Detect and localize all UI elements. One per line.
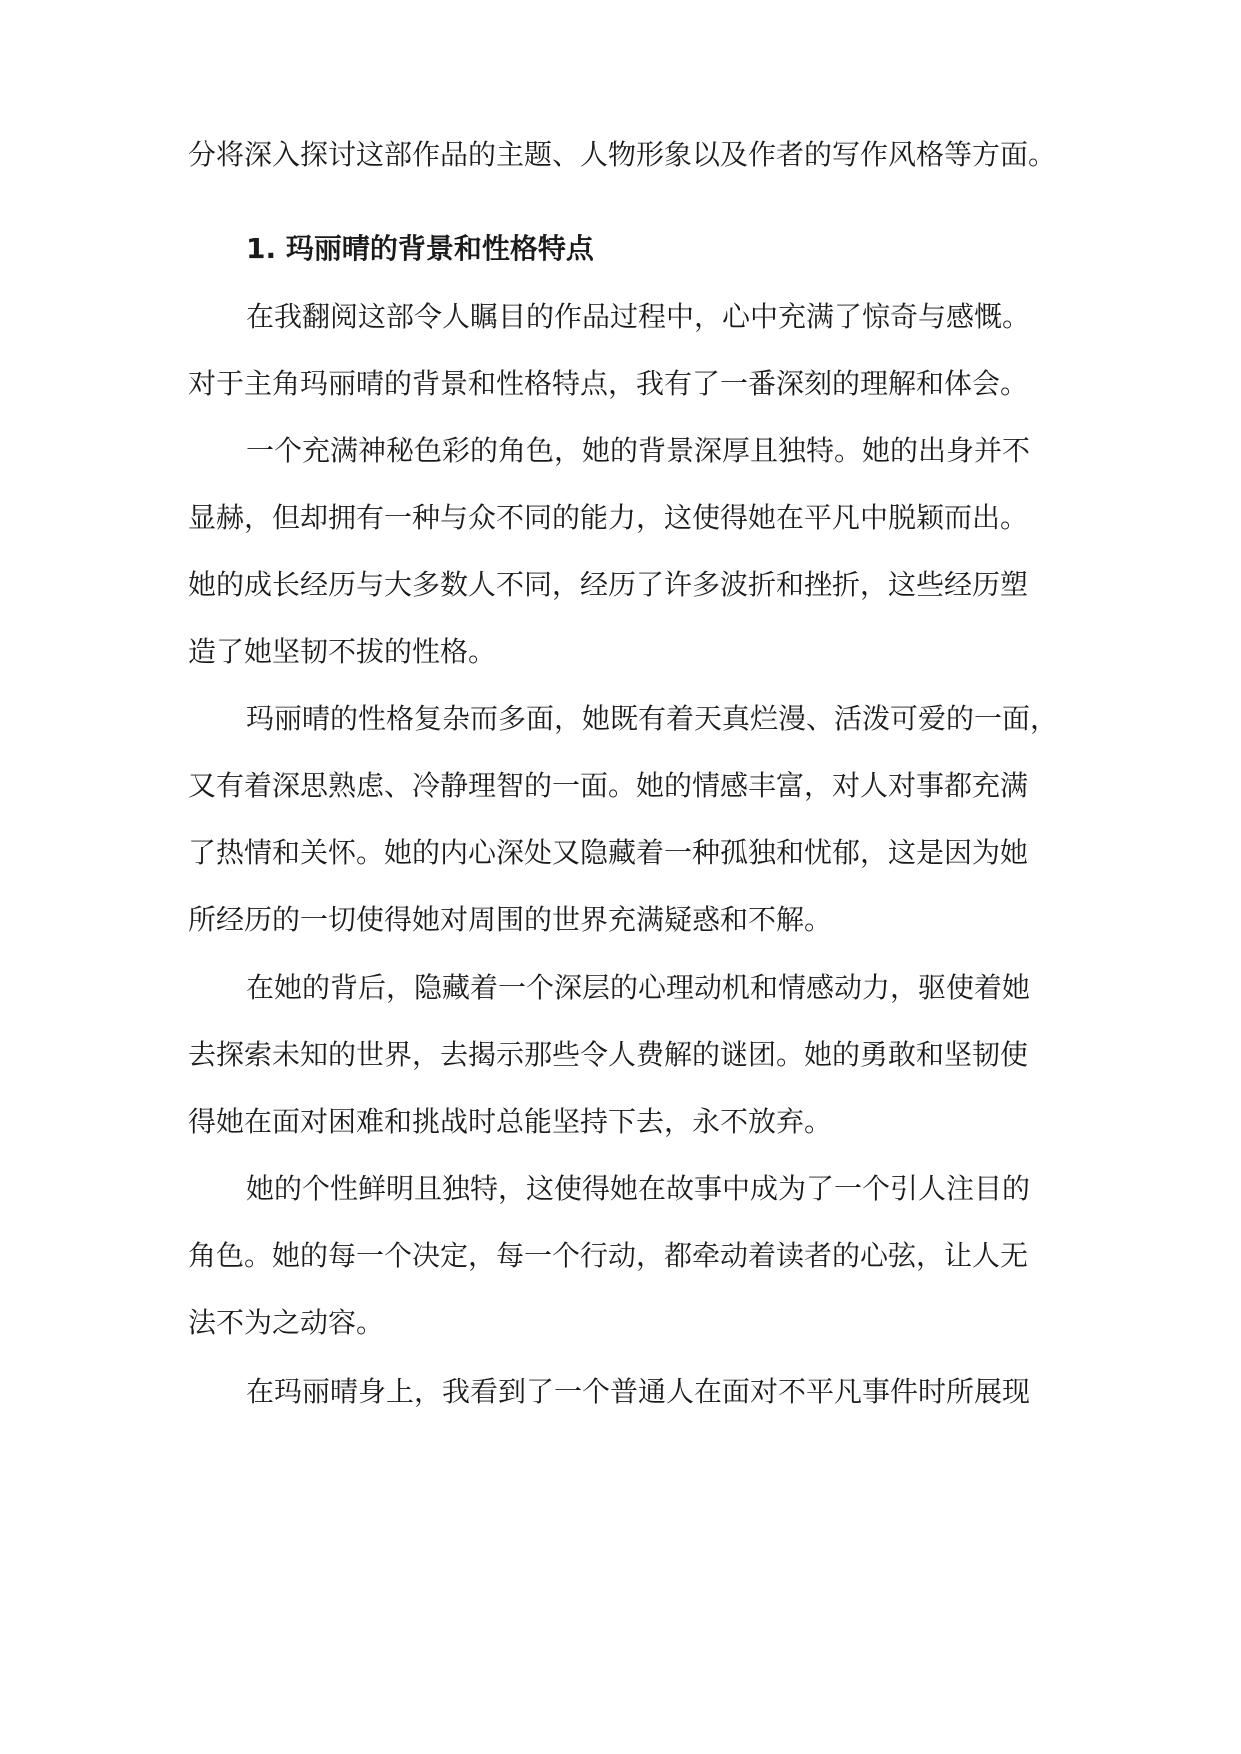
section-heading: 1. 玛丽晴的背景和性格特点 (246, 232, 594, 265)
paragraph-1-line-2: 对于主角玛丽晴的背景和性格特点，我有了一番深刻的理解和体会。 (188, 367, 1029, 400)
paragraph-2-line-1: 一个充满神秘色彩的角色，她的背景深厚且独特。她的出身并不 (246, 434, 1031, 467)
paragraph-3-line-4: 所经历的一切使得她对周围的世界充满疑惑和不解。 (188, 903, 833, 936)
paragraph-2-line-4: 造了她坚韧不拔的性格。 (188, 635, 497, 668)
paragraph-3-line-2: 又有着深思熟虑、冷静理智的一面。她的情感丰富，对人对事都充满 (188, 769, 1029, 802)
paragraph-5-line-2: 角色。她的每一个决定，每一个行动，都牵动着读者的心弦，让人无 (188, 1239, 1029, 1272)
paragraph-6-line-1: 在玛丽晴身上，我看到了一个普通人在面对不平凡事件时所展现 (246, 1375, 1031, 1408)
intro-continuation-line: 分将深入探讨这部作品的主题、人物形象以及作者的写作风格等方面。 (188, 138, 1057, 171)
paragraph-3-line-3: 了热情和关怀。她的内心深处又隐藏着一种孤独和忧郁，这是因为她 (188, 836, 1029, 869)
paragraph-1-line-1: 在我翻阅这部令人瞩目的作品过程中，心中充满了惊奇与感慨。 (246, 300, 1031, 333)
paragraph-2-line-2: 显赫，但却拥有一种与众不同的能力，这使得她在平凡中脱颖而出。 (188, 501, 1029, 534)
paragraph-4-line-1: 在她的背后，隐藏着一个深层的心理动机和情感动力，驱使着她 (246, 971, 1031, 1004)
paragraph-3-line-1: 玛丽晴的性格复杂而多面，她既有着天真烂漫、活泼可爱的一面， (246, 702, 1059, 735)
paragraph-2-line-3: 她的成长经历与大多数人不同，经历了许多波折和挫折，这些经历塑 (188, 568, 1029, 601)
paragraph-4-line-3: 得她在面对困难和挑战时总能坚持下去，永不放弃。 (188, 1105, 833, 1138)
paragraph-5-line-1: 她的个性鲜明且独特，这使得她在故事中成为了一个引人注目的 (246, 1172, 1031, 1205)
paragraph-4-line-2: 去探索未知的世界，去揭示那些令人费解的谜团。她的勇敢和坚韧使 (188, 1038, 1029, 1071)
paragraph-5-line-3: 法不为之动容。 (188, 1306, 385, 1339)
